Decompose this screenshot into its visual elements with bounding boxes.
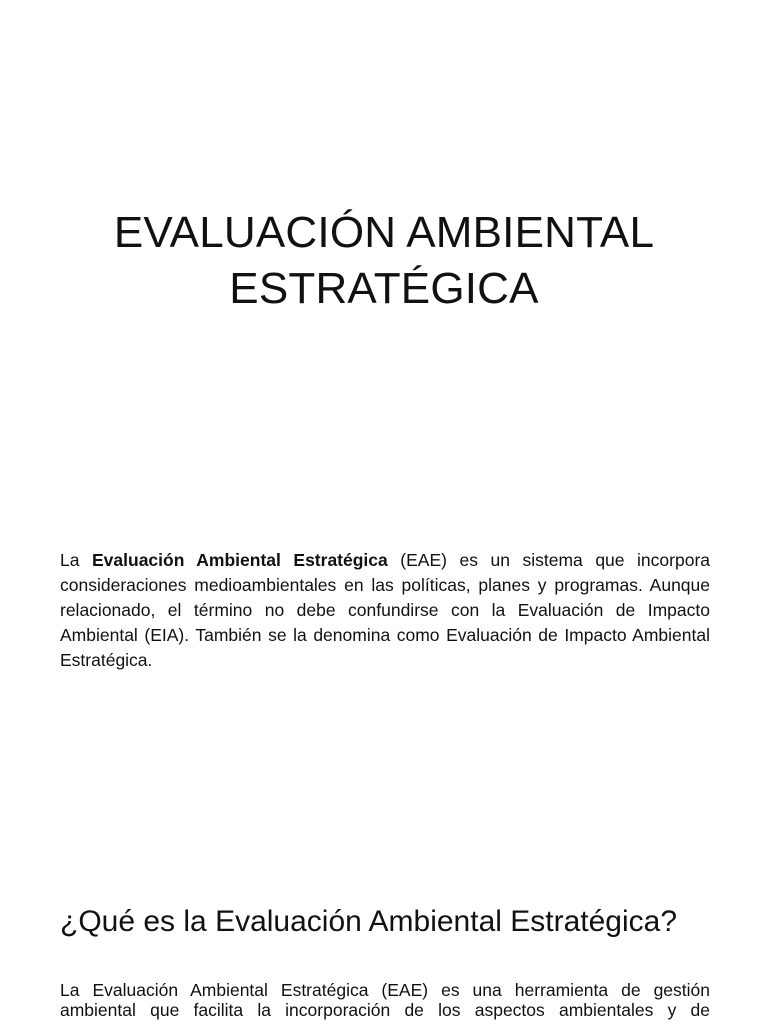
definition-prefix: La	[60, 550, 92, 570]
title-line-1: EVALUACIÓN AMBIENTAL	[113, 208, 655, 258]
slide-what-is	[0, 880, 768, 1024]
title-line-2: ESTRATÉGICA	[229, 264, 539, 314]
definition-bold-term: Evaluación Ambiental Estratégica	[92, 550, 388, 570]
definition-paragraph	[60, 548, 710, 673]
section-paragraph: La Evaluación Ambiental Estratégica (EAE) es una herramienta de gestión ambiental que facilita la incorporación de los aspectos ambientales y de	[60, 980, 710, 1020]
slide-title-heading	[0, 205, 768, 317]
slide-definition	[0, 520, 768, 880]
section-heading: ¿Qué es la Evaluación Ambiental Estratégica?	[60, 905, 678, 938]
definition-rest: (EAE) es un sistema que incorpora consideraciones medioambientales en las políticas, planes y programas. Aunque relacionado, el término no debe confundirse con la Evaluación de Impacto Ambiental (EIA). También se la denomina como Evaluación de Impacto Ambiental Estratégica.	[60, 550, 711, 670]
slide-title	[0, 0, 768, 480]
